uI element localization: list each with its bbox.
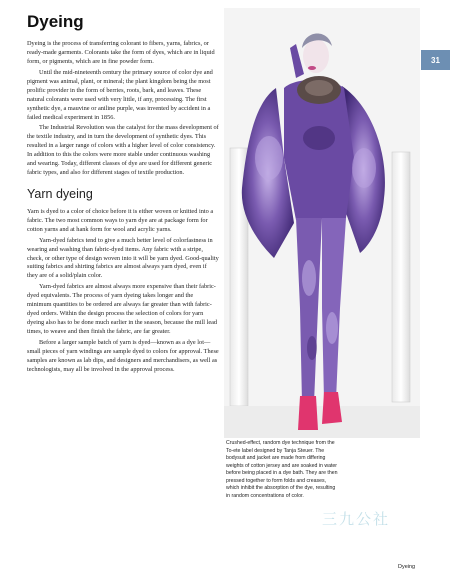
- page-title: Dyeing: [27, 12, 84, 31]
- photo-caption: Crushed-effect, random dye technique from the To-ete label designed by Tanja Steuer. The bodysuit and jacket are made from differing weights of cotton jersey and are soaked in water before being placed in a dye bath. They are then pressed together to form folds and creases, which inhibit the absorption of the dye, resulting in random concentrations of color.: [226, 440, 338, 499]
- body-paragraph: Yarn-dyed fabrics tend to give a much better level of colorfastness in wearing and washing than fabric-dyed items. Any fabric with a stripe, check, or other type of design woven into it will be yarn dyed. Good-quality suiting fabrics and shirting fabrics are almost always yarn dyed, even if they are of a solid/plain color.: [27, 236, 219, 280]
- section-heading: Yarn dyeing: [27, 187, 93, 202]
- running-footer: Dyeing: [398, 564, 416, 570]
- body-paragraph: The Industrial Revolution was the catalyst for the mass development of the textile industry, and in turn the development of synthetic dyes. This resulted in a larger range of colors with a higher level of color consistency. In addition to this the colors were more stable under continuous washing and wearing. Today, different classes of dye are used for different generic fabric types, and also for different stages of textile production.: [27, 124, 219, 177]
- body-paragraph: Yarn-dyed fabrics are almost always more expensive than their fabric-dyed equivalents. The process of yarn dyeing takes longer and the minimum quantities to be ordered are always far greater than with fabric-dyed orders. Within the design process the selection of colors for yarn dyeing also has to be done much earlier in the season, because the mill lead times, to weave and then finish the fabric, are far greater.: [27, 283, 218, 335]
- model-illustration: [224, 8, 420, 438]
- watermark-text: 三九公社: [322, 510, 391, 528]
- page-number-tab: 31: [421, 50, 450, 70]
- text-column: [27, 40, 219, 377]
- body-paragraph: Before a larger sample batch of yarn is dyed—known as a dye lot—small pieces of yarn windings are sample dyed to colors for approval. These samples are known as lab dips, and designers and merchandisers, as well as technologists, may all be involved in the approval process.: [27, 338, 219, 373]
- body-paragraph: Until the mid-nineteenth century the primary source of color dye and pigment was animal, plant, or mineral; the plant kingdom being the most prolific provider in the form of berries, roots, bark, and leaves. These natural colorants were used with very little, if any, processing. The first synthetic dye, a mauvine or aniline purple, was invented by accident in a failed medical experiment in 1856.: [27, 68, 213, 121]
- body-paragraph: Dyeing is the process of transferring colorant to fibers, yarns, fabrics, or ready-made garments. Colorants take the form of dyes, which are in liquid form, or pigments, which are in fine powder form.: [27, 40, 215, 65]
- body-paragraph: Yarn is dyed to a color of choice before it is either woven or knitted into a fabric. The two most common ways to yarn dye are at package form for cotton yarns and at hank form for wool and acrylic yarns.: [27, 207, 214, 233]
- fashion-photo: [224, 8, 420, 438]
